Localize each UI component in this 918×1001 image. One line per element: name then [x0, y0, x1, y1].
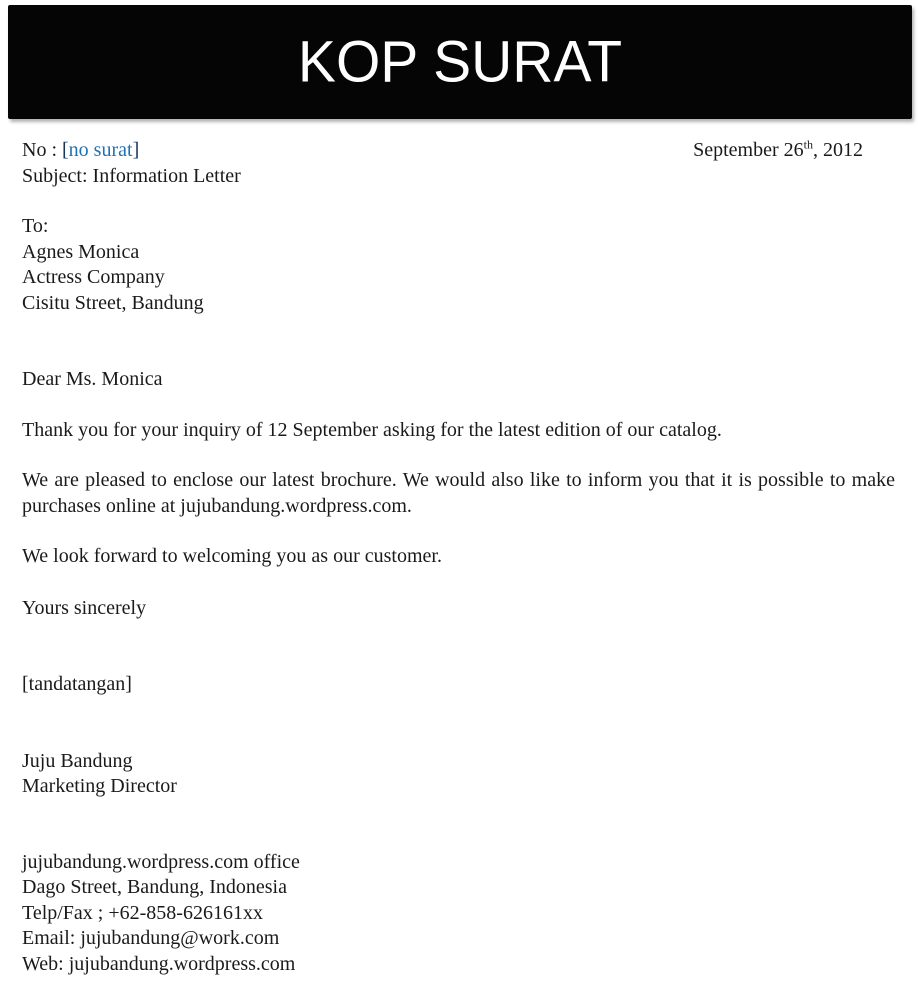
letter-number-placeholder: no surat: [68, 139, 133, 161]
footer-phone-line: Telp/Fax ; +62-858-626161xx: [22, 901, 263, 924]
letter-number-label: No :: [22, 139, 62, 161]
recipient-address: Cisitu Street, Bandung: [22, 291, 204, 314]
recipient-company: Actress Company: [22, 266, 165, 288]
valediction: Yours sincerely: [22, 596, 147, 619]
date-tail: , 2012: [813, 139, 863, 161]
footer-contact-block: [22, 850, 895, 978]
recipient-name: Agnes Monica: [22, 240, 140, 263]
letter-date: [693, 138, 863, 164]
footer-web-line: Web: jujubandung.wordpress.com: [22, 952, 296, 975]
meta-row: [22, 138, 895, 164]
footer-email-line: Email: jujubandung@work.com: [22, 927, 280, 949]
letter-number-line: [22, 138, 139, 164]
letterhead-title: KOP SURAT: [297, 29, 623, 95]
recipient-block: [22, 214, 895, 316]
body-paragraph-3: We look forward to welcoming you as our customer.: [22, 545, 442, 567]
body-paragraph-1: Thank you for your inquiry of 12 September asking for the latest edition of our catalog.: [22, 418, 722, 441]
signer-block: [22, 749, 895, 800]
footer-office-line: jujubandung.wordpress.com office: [22, 850, 300, 873]
salutation: Dear Ms. Monica: [22, 368, 163, 390]
signer-title: Marketing Director: [22, 775, 177, 797]
bracket-open: [: [62, 139, 69, 161]
date-ordinal-superscript: th: [803, 137, 813, 152]
footer-address-line: Dago Street, Bandung, Indonesia: [22, 876, 287, 898]
recipient-to-label: To:: [22, 215, 49, 237]
letter-page: [0, 5, 918, 1001]
letter-content: [0, 138, 918, 977]
signer-name: Juju Bandung: [22, 749, 133, 772]
signature-placeholder: [tandatangan]: [22, 673, 132, 695]
date-main: September 26: [693, 139, 804, 161]
letterhead-banner: [8, 5, 912, 119]
subject-line: Subject: Information Letter: [22, 164, 241, 187]
body-paragraph-2: We are pleased to enclose our latest brochure. We would also like to inform you that it is possible to make purchases online at jujubandung.wordpress.com.: [22, 469, 895, 517]
bracket-close: ]: [132, 139, 140, 161]
